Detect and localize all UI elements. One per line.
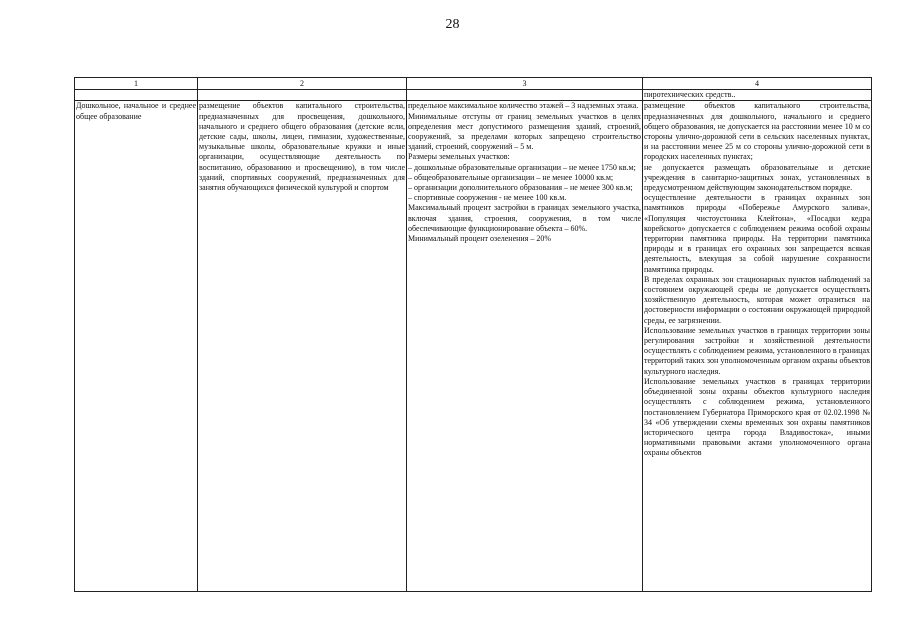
parameter-line: Размеры земельных участков: bbox=[408, 152, 510, 162]
table-row bbox=[75, 101, 872, 592]
table-header-row bbox=[75, 78, 872, 90]
column-header-3: 3 bbox=[407, 78, 643, 90]
column-header-2: 2 bbox=[198, 78, 407, 90]
page-number: 28 bbox=[445, 17, 460, 32]
carry-cell-1 bbox=[75, 90, 198, 101]
restriction-paragraph: В пределах охранных зон стационарных пунктов наблюдений за состоянием окружающей среды не допускается осуществлять хозяйственную деятельность, которая может отразиться на достоверности информации о состоянии окружающей природной среды, ее загрязнении. bbox=[644, 274, 870, 325]
parameter-line: Минимальные отступы от границ земельных участков в целях определения мест допустимого размещения зданий, строений, сооружений, за пределами которых запрещено строительство зданий, строений, сооружений – 5 м. bbox=[408, 111, 641, 152]
parameter-line: – общеобразовательные организации – не менее 10000 кв.м; bbox=[408, 172, 614, 182]
column-header-1: 1 bbox=[75, 78, 198, 90]
parameter-line: – спортивные сооружения - не менее 100 кв.м. bbox=[408, 193, 567, 203]
permitted-use-description-cell: размещение объектов капитального строительства, предназначенных для просвещения, дошкольного, начального и среднего общего образования (детские ясли, детские сады, школы, лицеи, гимназии, художественные, музыкальные школы, образовательные кружки и иные организации, осуществляющие деятельность по воспитанию, образованию и просвещению), в том числе зданий, спортивных сооружений, предназначенных для занятия обучающихся физической культурой и спортом bbox=[198, 101, 407, 592]
restriction-paragraph: Использование земельных участков в границах территории зоны регулирования застройки и хозяйственной деятельности осуществлять с соблюдением режима, установленного в границах территорий таких зон уполномоченным органом охраны объектов культурного наследия. bbox=[644, 325, 870, 376]
parameter-line: – дошкольные образовательные организации – не менее 1750 кв.м; bbox=[408, 162, 636, 172]
parameters-cell bbox=[407, 101, 643, 592]
parameter-line: предельное максимальное количество этажей – 3 надземных этажа. bbox=[408, 101, 639, 111]
restrictions-cell bbox=[643, 101, 872, 592]
parameter-line: Максимальный процент застройки в границах земельного участка, включая здания, строения, сооружения, в том числе обеспечивающие функционирование объекта – 60%. bbox=[408, 203, 641, 233]
parameter-line: – организации дополнительного образования – не менее 300 кв.м; bbox=[408, 183, 633, 193]
land-use-type-cell: Дошкольное, начальное и среднее общее образование bbox=[75, 101, 198, 592]
carry-cell-4: пиротехнических средств.. bbox=[643, 90, 872, 101]
restriction-paragraph: Использование земельных участков в границах территории объединенной зоны охраны объектов культурного наследия осуществлять с соблюдением режима, установленного постановлением Губернатора Приморского края от 02.02.1998 № 34 «Об утверждении схемы временных зон охраны памятников исторического центра города Владивостока», иными нормативными правовыми актами уполномоченного органа охраны объектов bbox=[644, 376, 870, 458]
restriction-paragraph: не допускается размещать образовательные и детские учреждения в санитарно-защитных зонах, установленных в предусмотренном действующим законодательством порядке. bbox=[644, 162, 870, 193]
carry-over-row bbox=[75, 90, 872, 101]
parameter-line: Минимальный процент озеленения – 20% bbox=[408, 234, 552, 244]
restriction-paragraph: осуществление деятельности в границах охранных зон памятников природы «Побережье Амурского залива», «Популяция чистоустоника Клейтона», «Посадки кедра корейского» допускается с соблюдением режима особой охраны территории памятника природы. На территории памятника природы и в границах его охранных зон запрещается всякая деятельность, влекущая за собой нарушение сохранности памятника природы. bbox=[644, 193, 870, 274]
carry-cell-3 bbox=[407, 90, 643, 101]
carry-cell-2 bbox=[198, 90, 407, 101]
column-header-4: 4 bbox=[643, 78, 872, 90]
restriction-paragraph: размещение объектов капитального строительства, предназначенных для дошкольного, начального и среднего общего образования, не допускается на расстоянии менее 10 м со стороны улично-дорожной сети в сельских населенных пунктах, и на расстоянии менее 25 м со стороны улично-дорожной сети в городских населенных пунктах; bbox=[644, 101, 870, 162]
zoning-table bbox=[74, 77, 872, 592]
